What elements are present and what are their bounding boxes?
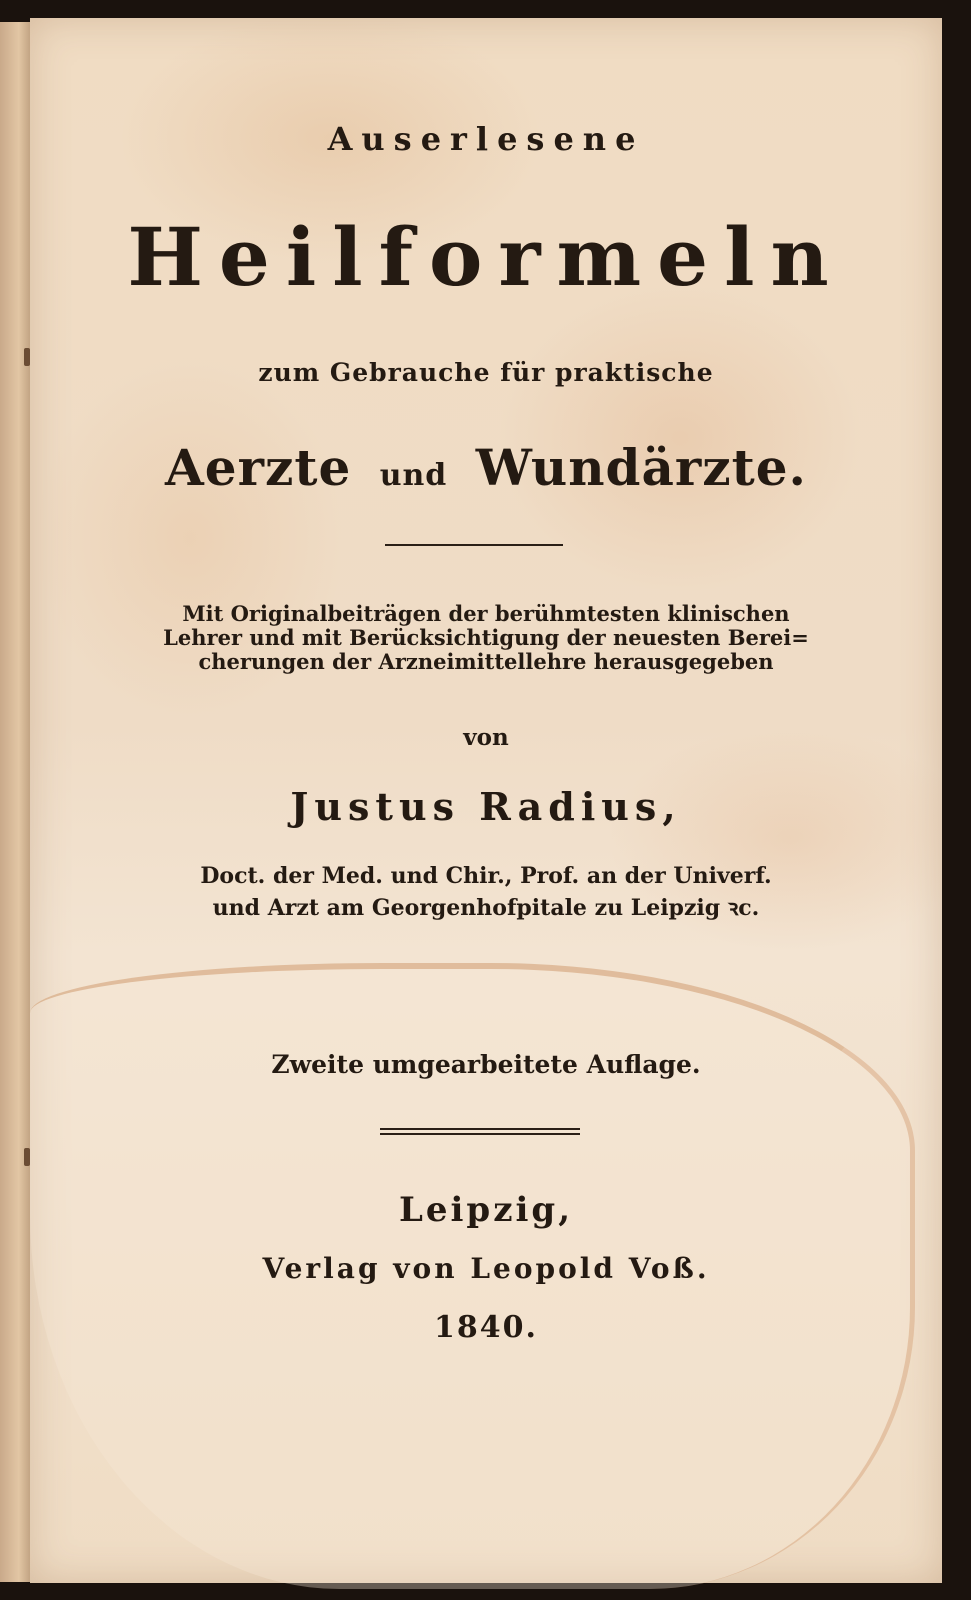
audience-line <box>30 438 942 497</box>
author-name: Justus Radius, <box>290 784 682 829</box>
credentials-line: und Arzt am Georgenhofpitale zu Leipzig ꝛc. <box>212 895 760 921</box>
credentials-line: Doct. der Med. und Chir., Prof. an der Univerf. <box>200 863 772 889</box>
description-line: Lehrer und mit Berücksichtigung der neuesten Berei= <box>163 625 809 650</box>
kicker-text: Auserlesene <box>327 120 645 158</box>
main-title: Heilformeln <box>127 210 845 304</box>
audience-aerzte: Aerzte <box>165 438 352 497</box>
audience-wundaerzte: Wundärzte. <box>475 438 807 497</box>
subtitle: zum Gebrauche für praktische <box>258 358 714 387</box>
divider-rule <box>385 544 563 546</box>
double-divider-rule <box>380 1128 580 1130</box>
author-credentials <box>30 860 942 924</box>
publication-city: Leipzig, <box>398 1190 574 1230</box>
publication-year: 1840. <box>434 1310 538 1345</box>
audience-conjunction: und <box>379 458 448 493</box>
description-line: Mit Originalbeiträgen der berühmtesten klinischen <box>182 601 790 626</box>
description <box>30 602 942 674</box>
edition-text: Zweite umgearbeitete Auflage. <box>271 1050 701 1079</box>
publisher: Verlag von Leopold Voß. <box>262 1252 710 1285</box>
title-page <box>30 18 942 1583</box>
von-text: von <box>463 724 509 751</box>
description-line: cherungen der Arzneimittellehre herausgegeben <box>198 649 774 674</box>
